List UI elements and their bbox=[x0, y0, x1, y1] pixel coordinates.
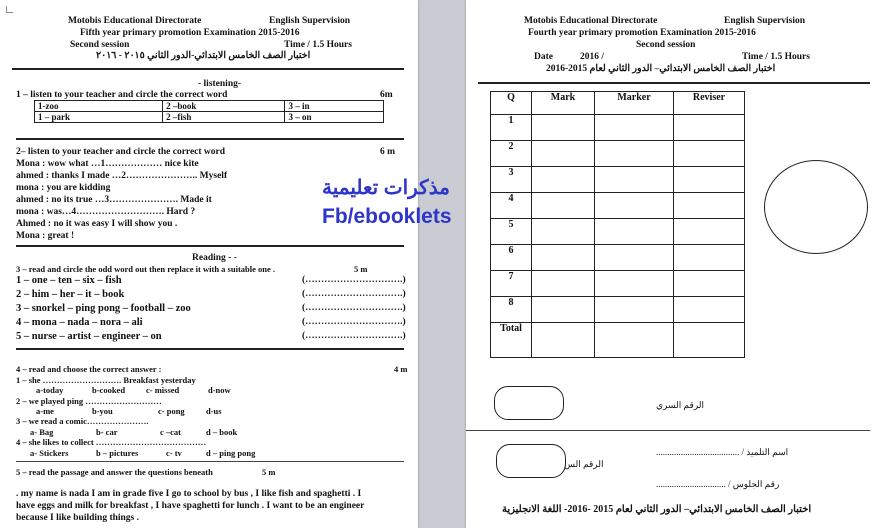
seat-number-label: رقم الجلوس / ............................... bbox=[656, 479, 780, 489]
col-header: Marker bbox=[595, 92, 674, 115]
q4-marks: 4 m bbox=[394, 364, 408, 374]
q3-text: 3 – read and circle the odd word out then replace it with a suitable one . bbox=[16, 264, 276, 274]
grade-circle bbox=[764, 160, 868, 254]
marker-cell[interactable] bbox=[595, 271, 674, 297]
marker-cell[interactable] bbox=[595, 323, 674, 358]
passage-line: . my name is nada I am in grade five I go to school by bus , I like fish and spaghetti . I bbox=[16, 489, 362, 499]
mark-cell[interactable] bbox=[532, 323, 595, 358]
mcq-option[interactable]: b-you bbox=[92, 406, 113, 416]
q-number: 2 bbox=[491, 141, 532, 167]
mcq-option[interactable]: a- Stickers bbox=[30, 448, 69, 458]
table-row bbox=[491, 323, 745, 358]
mcq-option[interactable]: d – book bbox=[206, 427, 238, 437]
marker-cell[interactable] bbox=[595, 193, 674, 219]
table-row bbox=[491, 141, 745, 167]
date-value: 2016 / bbox=[580, 52, 605, 62]
reviser-cell[interactable] bbox=[674, 245, 745, 271]
odd-word-item: 3 – snorkel – ping pong – football – zoo bbox=[16, 303, 191, 314]
directorate-title: Motobis Educational Directorate bbox=[524, 16, 658, 26]
mcq-option[interactable]: a-today bbox=[36, 385, 64, 395]
mcq-option[interactable]: b-cooked bbox=[92, 385, 126, 395]
mcq-stem: 1 – she ………………………. Breakfast yesterday bbox=[16, 375, 196, 385]
mark-cell[interactable] bbox=[532, 115, 595, 141]
marker-cell[interactable] bbox=[595, 141, 674, 167]
date-label: Date bbox=[534, 52, 553, 62]
divider bbox=[12, 68, 404, 70]
mcq-option[interactable]: b- car bbox=[96, 427, 118, 437]
session-label: Second session bbox=[636, 40, 696, 50]
footer-arabic-title: اختبار الصف الخامس الابتدائي– الدور الثاني لعام 2015 -2016- اللغة الانجليزية bbox=[502, 504, 812, 515]
exam-title: Fifth year primary promotion Examination 2015-2016 bbox=[80, 28, 300, 38]
reviser-cell[interactable] bbox=[674, 271, 745, 297]
reviser-cell[interactable] bbox=[674, 115, 745, 141]
supervision-title: English Supervision bbox=[269, 16, 351, 26]
mcq-option[interactable]: b – pictures bbox=[96, 448, 139, 458]
q2-marks: 6 m bbox=[380, 147, 396, 157]
secret-number-box[interactable] bbox=[496, 444, 566, 478]
table-cell[interactable]: 2 –fish bbox=[163, 112, 285, 123]
mcq-stem: 2 – we played ping ……………………… bbox=[16, 396, 162, 406]
time-label: Time / 1.5 Hours bbox=[284, 40, 352, 50]
dialogue-line: ahmed : thanks I made …2………………….. Myself bbox=[16, 171, 228, 181]
divider bbox=[478, 82, 870, 84]
table-cell[interactable]: 2 –book bbox=[163, 101, 285, 112]
arabic-exam-title: اختبار الصف الخامس الابتدائي-الدور الثاني ٢٠١٥ - ٢٠١٦ bbox=[96, 51, 311, 61]
directorate-title: Motobis Educational Directorate bbox=[68, 16, 202, 26]
col-header: Q bbox=[491, 92, 532, 115]
marker-cell[interactable] bbox=[595, 219, 674, 245]
q5-marks: 5 m bbox=[262, 467, 276, 477]
arabic-exam-title: اختبار الصف الخامس الابتدائي– الدور الثاني لعام 2015-2016 bbox=[546, 64, 776, 74]
q-number: 1 bbox=[491, 115, 532, 141]
dialogue-line: Mona : wow what …1……………… nice kite bbox=[16, 159, 199, 169]
mark-cell[interactable] bbox=[532, 297, 595, 323]
divider bbox=[16, 461, 404, 462]
mcq-option[interactable]: c- pong bbox=[158, 406, 185, 416]
col-header: Reviser bbox=[674, 92, 745, 115]
student-name-label: اسم التلميذ / ..................................... bbox=[656, 447, 789, 457]
mcq-stem: 3 – we read a comic…………………. bbox=[16, 416, 149, 426]
exam-page-right bbox=[466, 0, 884, 528]
mark-cell[interactable] bbox=[532, 219, 595, 245]
table-row bbox=[491, 219, 745, 245]
secret-number-box[interactable] bbox=[494, 386, 564, 420]
table-row bbox=[491, 271, 745, 297]
reviser-cell[interactable] bbox=[674, 219, 745, 245]
answer-blank[interactable]: (………………………….) bbox=[302, 317, 406, 327]
mcq-option[interactable]: d – ping pong bbox=[206, 448, 256, 458]
exam-title: Fourth year primary promotion Examination 2015-2016 bbox=[528, 28, 756, 38]
supervision-title: English Supervision bbox=[724, 16, 806, 26]
watermark-arabic: مذكرات تعليمية bbox=[322, 177, 450, 199]
mark-cell[interactable] bbox=[532, 167, 595, 193]
dialogue-line: mona : was…4………………………. Hard ? bbox=[16, 207, 196, 217]
secret-number-label: الرقم السري bbox=[656, 400, 705, 410]
answer-blank[interactable]: (………………………….) bbox=[302, 331, 406, 341]
mcq-option[interactable]: d-us bbox=[206, 406, 222, 416]
mcq-stem: 4 – she likes to collect ………………………………… bbox=[16, 437, 207, 447]
secret-number-label: الرقم الس bbox=[564, 459, 604, 469]
table-row bbox=[35, 101, 384, 112]
q-number: 5 bbox=[491, 219, 532, 245]
table-cell[interactable]: 3 – in bbox=[285, 101, 384, 112]
dialogue-line: Mona : great ! bbox=[16, 231, 75, 241]
watermark-latin: Fb/ebooklets bbox=[322, 205, 452, 228]
marker-cell[interactable] bbox=[595, 115, 674, 141]
score-table bbox=[490, 91, 745, 358]
exam-page-left bbox=[0, 0, 418, 528]
dialogue-line: ahmed : no its true …3…………………. Made it bbox=[16, 195, 212, 205]
mcq-option[interactable]: c- missed bbox=[146, 385, 180, 395]
q1-word-table bbox=[34, 100, 384, 123]
table-row bbox=[491, 193, 745, 219]
table-row bbox=[491, 297, 745, 323]
divider bbox=[16, 245, 404, 247]
odd-word-item: 5 – nurse – artist – engineer – on bbox=[16, 331, 162, 342]
q-number: Total bbox=[491, 323, 532, 358]
corner-mark bbox=[6, 6, 13, 13]
table-row bbox=[491, 167, 745, 193]
reviser-cell[interactable] bbox=[674, 323, 745, 358]
table-cell[interactable]: 1 – park bbox=[35, 112, 163, 123]
listening-heading: - listening- bbox=[198, 79, 242, 89]
odd-word-item: 4 – mona – nada – nora – ali bbox=[16, 317, 143, 328]
session-label: Second session bbox=[70, 40, 130, 50]
marker-cell[interactable] bbox=[595, 167, 674, 193]
passage-line: have eggs and milk for breakfast , I have spaghetti for lunch . I want to be an engineer bbox=[16, 501, 365, 511]
time-label: Time / 1.5 Hours bbox=[742, 52, 810, 62]
mcq-option[interactable]: c- tv bbox=[166, 448, 182, 458]
q-number: 3 bbox=[491, 167, 532, 193]
mcq-option[interactable]: d-now bbox=[208, 385, 231, 395]
q-number: 6 bbox=[491, 245, 532, 271]
answer-blank[interactable]: (………………………….) bbox=[302, 275, 406, 285]
table-header-row bbox=[491, 92, 745, 115]
table-row bbox=[35, 112, 384, 123]
q-number: 8 bbox=[491, 297, 532, 323]
mcq-option[interactable]: a- Bag bbox=[30, 427, 54, 437]
reading-heading: Reading - - bbox=[192, 253, 237, 263]
divider bbox=[16, 138, 404, 140]
mark-cell[interactable] bbox=[532, 245, 595, 271]
table-cell[interactable]: 1-zoo bbox=[35, 101, 163, 112]
mcq-option[interactable]: c –cat bbox=[160, 427, 182, 437]
dialogue-line: Ahmed : no it was easy I will show you . bbox=[16, 219, 178, 229]
q1-marks: 6m bbox=[380, 90, 393, 100]
q2-text: 2– listen to your teacher and circle the correct word bbox=[16, 147, 226, 157]
reviser-cell[interactable] bbox=[674, 141, 745, 167]
col-header: Mark bbox=[532, 92, 595, 115]
mark-cell[interactable] bbox=[532, 193, 595, 219]
marker-cell[interactable] bbox=[595, 245, 674, 271]
mark-cell[interactable] bbox=[532, 141, 595, 167]
odd-word-item: 2 – him – her – it – book bbox=[16, 289, 125, 300]
q-number: 7 bbox=[491, 271, 532, 297]
table-cell[interactable]: 3 – on bbox=[285, 112, 384, 123]
answer-blank[interactable]: (………………………….) bbox=[302, 303, 406, 313]
passage-line: because I like building things . bbox=[16, 513, 140, 523]
reviser-cell[interactable] bbox=[674, 193, 745, 219]
table-row bbox=[491, 115, 745, 141]
odd-word-item: 1 – one – ten – six – fish bbox=[16, 275, 122, 286]
q1-text: 1 – listen to your teacher and circle the correct word bbox=[16, 90, 228, 100]
q3-marks: 5 m bbox=[354, 264, 368, 274]
marker-cell[interactable] bbox=[595, 297, 674, 323]
q-number: 4 bbox=[491, 193, 532, 219]
table-row bbox=[491, 245, 745, 271]
q5-text: 5 – read the passage and answer the questions beneath bbox=[16, 467, 213, 477]
reviser-cell[interactable] bbox=[674, 297, 745, 323]
divider bbox=[16, 348, 404, 350]
answer-blank[interactable]: (………………………….) bbox=[302, 289, 406, 299]
dialogue-line: mona : you are kidding bbox=[16, 183, 111, 193]
reviser-cell[interactable] bbox=[674, 167, 745, 193]
mark-cell[interactable] bbox=[532, 271, 595, 297]
q4-text: 4 – read and choose the correct answer : bbox=[16, 364, 162, 374]
divider bbox=[466, 430, 870, 431]
mcq-option[interactable]: a-me bbox=[36, 406, 54, 416]
